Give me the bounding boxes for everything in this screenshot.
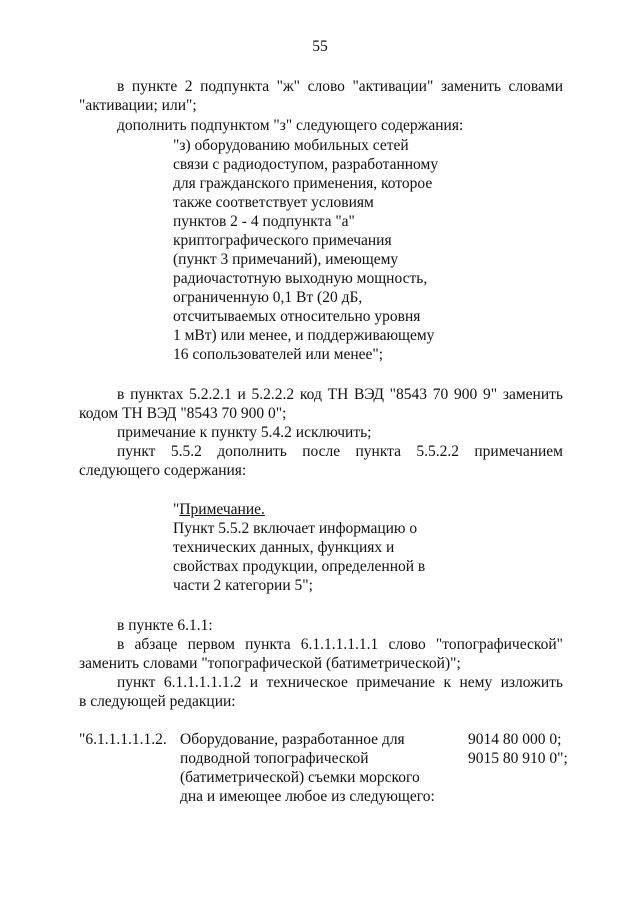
quote-line: также соответствует условиям: [173, 194, 374, 211]
paragraph-line: в пунктах 5.2.2.1 и 5.2.2.2 код ТН ВЭД "8543 70 900 9" заменить: [117, 386, 563, 403]
paragraph-line: следующего содержания:: [79, 462, 247, 479]
paragraph-line: в следующей редакции:: [79, 693, 236, 710]
paragraph-line: "активации; или";: [79, 97, 197, 114]
note-line: части 2 категории 5";: [173, 577, 313, 594]
quote-line: для гражданского применения, которое: [173, 175, 433, 192]
paragraph-line: кодом ТН ВЭД "8543 70 900 0";: [79, 405, 287, 422]
note-line: свойствах продукции, определенной в: [173, 558, 426, 575]
quote-line: радиочастотную выходную мощность,: [173, 270, 428, 287]
paragraph-line: пункт 6.1.1.1.1.1.2 и техническое примечание к нему изложить: [117, 674, 563, 691]
note-line: технических данных, функциях и: [173, 539, 395, 556]
quote-line: "з) оборудованию мобильных сетей: [173, 137, 409, 154]
quote-line: 1 мВт) или менее, и поддерживающему: [173, 327, 435, 344]
item-code: 9014 80 000 0;: [468, 731, 562, 748]
paragraph-line: в абзаце первом пункта 6.1.1.1.1.1.1 слово "топографической": [117, 636, 563, 653]
quote-line: 16 сопользователей или менее";: [173, 346, 384, 363]
item-desc-line: подводной топографической: [180, 750, 369, 767]
item-desc-line: дна и имеющее любое из следующего:: [180, 788, 435, 805]
paragraph-line: дополнить подпунктом "з" следующего содержания:: [117, 117, 464, 134]
paragraph-line: в пункте 6.1.1:: [117, 617, 213, 634]
quote-line: (пункт 3 примечаний), имеющему: [173, 251, 399, 268]
item-number: "6.1.1.1.1.1.2.: [79, 731, 167, 748]
paragraph-line: в пункте 2 подпункта "ж" слово "активации" заменить словами: [117, 78, 563, 95]
page-number: 55: [312, 38, 328, 55]
quote-line: связи с радиодоступом, разработанному: [173, 156, 439, 173]
quote-line: ограниченную 0,1 Вт (20 дБ,: [173, 289, 363, 306]
item-desc-line: Оборудование, разработанное для: [180, 731, 405, 748]
paragraph-line: заменить словами "топографической (батиметрической)";: [79, 655, 461, 672]
item-code: 9015 80 910 0";: [468, 750, 568, 767]
note-line: Пункт 5.5.2 включает информацию о: [173, 520, 418, 537]
note-heading-line: [173, 500, 265, 519]
paragraph-line: примечание к пункту 5.4.2 исключить;: [117, 424, 372, 441]
quote-line: отсчитываемых относительно уровня: [173, 308, 421, 325]
item-desc-line: (батиметрической) съемки морского: [180, 769, 420, 786]
note-open-quote: ": [173, 501, 180, 518]
quote-line: пунктов 2 - 4 подпункта "а": [173, 213, 355, 230]
quote-line: криптографического примечания: [173, 232, 392, 249]
note-heading: Примечание.: [179, 501, 265, 518]
paragraph-line: пункт 5.5.2 дополнить после пункта 5.5.2.2 примечанием: [117, 443, 563, 460]
